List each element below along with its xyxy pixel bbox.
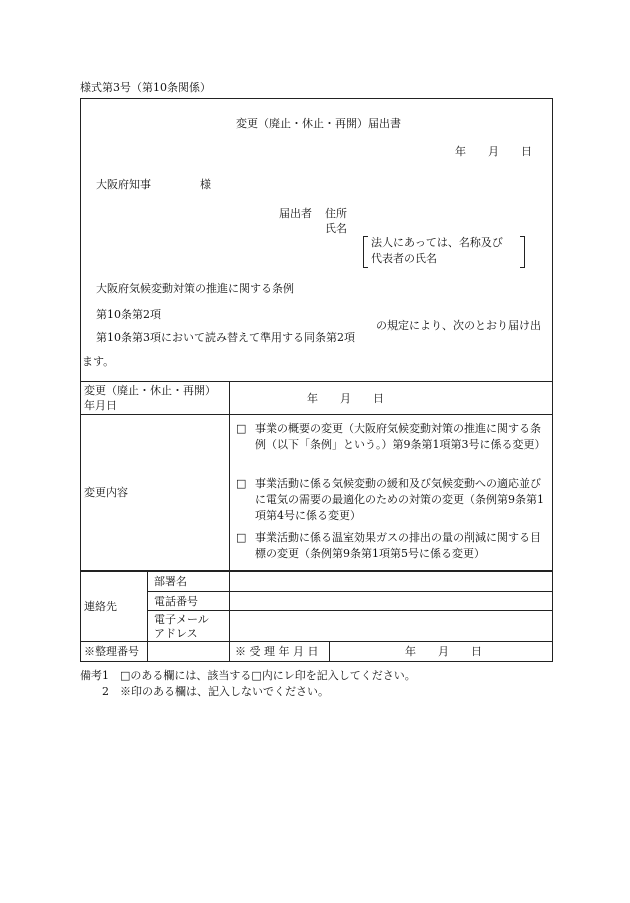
table-left-border <box>80 381 81 662</box>
change-date-label-line-1: 変更（廃止・休止・再開） <box>84 384 216 397</box>
table-bottom-border <box>80 661 553 662</box>
corp-note-line-2: 代表者の氏名 <box>371 252 437 265</box>
row-divider-2 <box>80 570 553 572</box>
form-number: 様式第3号（第10条関係） <box>80 81 211 94</box>
phone-row-bottom <box>147 610 553 611</box>
dept-row-bottom <box>147 591 553 592</box>
form-title: 変更（廃止・休止・再開）届出書 <box>236 117 401 130</box>
change-date-value[interactable]: 年 月 日 <box>307 392 384 405</box>
address-label: 住所 <box>325 207 347 220</box>
note-1: 備考1 □のある欄には、該当する□内にレ印を記入してください。 <box>80 669 416 682</box>
addressee-suffix: 様 <box>200 178 211 191</box>
received-divider <box>329 641 330 662</box>
provision-text: の規定により、次のとおり届け出 <box>376 319 541 332</box>
option-1-text: 事業の概要の変更（大阪府気候変動対策の推進に関する条例（以下「条例」という。）第9条第1項第3号に係る変更） <box>255 422 546 451</box>
option-3-text: 事業活動に係る温室効果ガスの排出の量の削減に関する目標の変更（条例第9条第1項第5号に係る変更） <box>255 531 541 560</box>
submission-date[interactable]: 年 月 日 <box>455 145 532 158</box>
article-option-1: 第10条第2項 <box>96 308 161 321</box>
contact-value-divider <box>229 571 230 662</box>
contact-label: 連絡先 <box>84 600 117 613</box>
received-date-value: 年 月 日 <box>405 645 482 658</box>
article-option-2: 第10条第3項において読み替えて準用する同条第2項 <box>96 331 355 344</box>
ref-divider <box>147 641 148 662</box>
name-label: 氏名 <box>325 222 347 235</box>
received-label: ※ 受 理 年 月 日 <box>235 645 319 658</box>
notifier-label: 届出者 <box>279 207 312 220</box>
option-3-checkbox[interactable]: □ <box>236 531 247 544</box>
row-divider-3 <box>80 641 553 642</box>
dept-label: 部署名 <box>154 575 187 588</box>
provision-end: ます。 <box>82 355 115 368</box>
option-2-checkbox[interactable]: □ <box>236 477 247 490</box>
row-divider-1 <box>80 414 553 415</box>
ordinance-name: 大阪府気候変動対策の推進に関する条例 <box>96 282 294 295</box>
email-label-line-1: 電子メール <box>154 613 209 626</box>
table-right-border <box>552 381 553 662</box>
phone-label: 電話番号 <box>154 595 198 608</box>
change-content-label: 変更内容 <box>84 486 128 499</box>
contact-divider <box>147 571 148 641</box>
option-2-text: 事業活動に係る気候変動の緩和及び気候変動への適応並びに電気の需要の最適化のための対策の変更（条例第9条第1項第4号に係る変更） <box>255 477 544 522</box>
email-label-line-2: アドレス <box>154 627 198 640</box>
addressee: 大阪府知事 <box>96 178 151 191</box>
ref-number-label: ※整理番号 <box>84 645 139 658</box>
note-2: 2 ※印のある欄は、記入しないでください。 <box>102 685 329 698</box>
corp-note-bracket-right <box>520 236 525 268</box>
corp-note-line-1: 法人にあっては、名称及び <box>371 236 503 249</box>
change-date-divider <box>229 381 230 571</box>
change-date-label-line-2: 年月日 <box>84 399 117 412</box>
corp-note-bracket-left <box>363 236 368 268</box>
option-1-checkbox[interactable]: □ <box>236 422 247 435</box>
